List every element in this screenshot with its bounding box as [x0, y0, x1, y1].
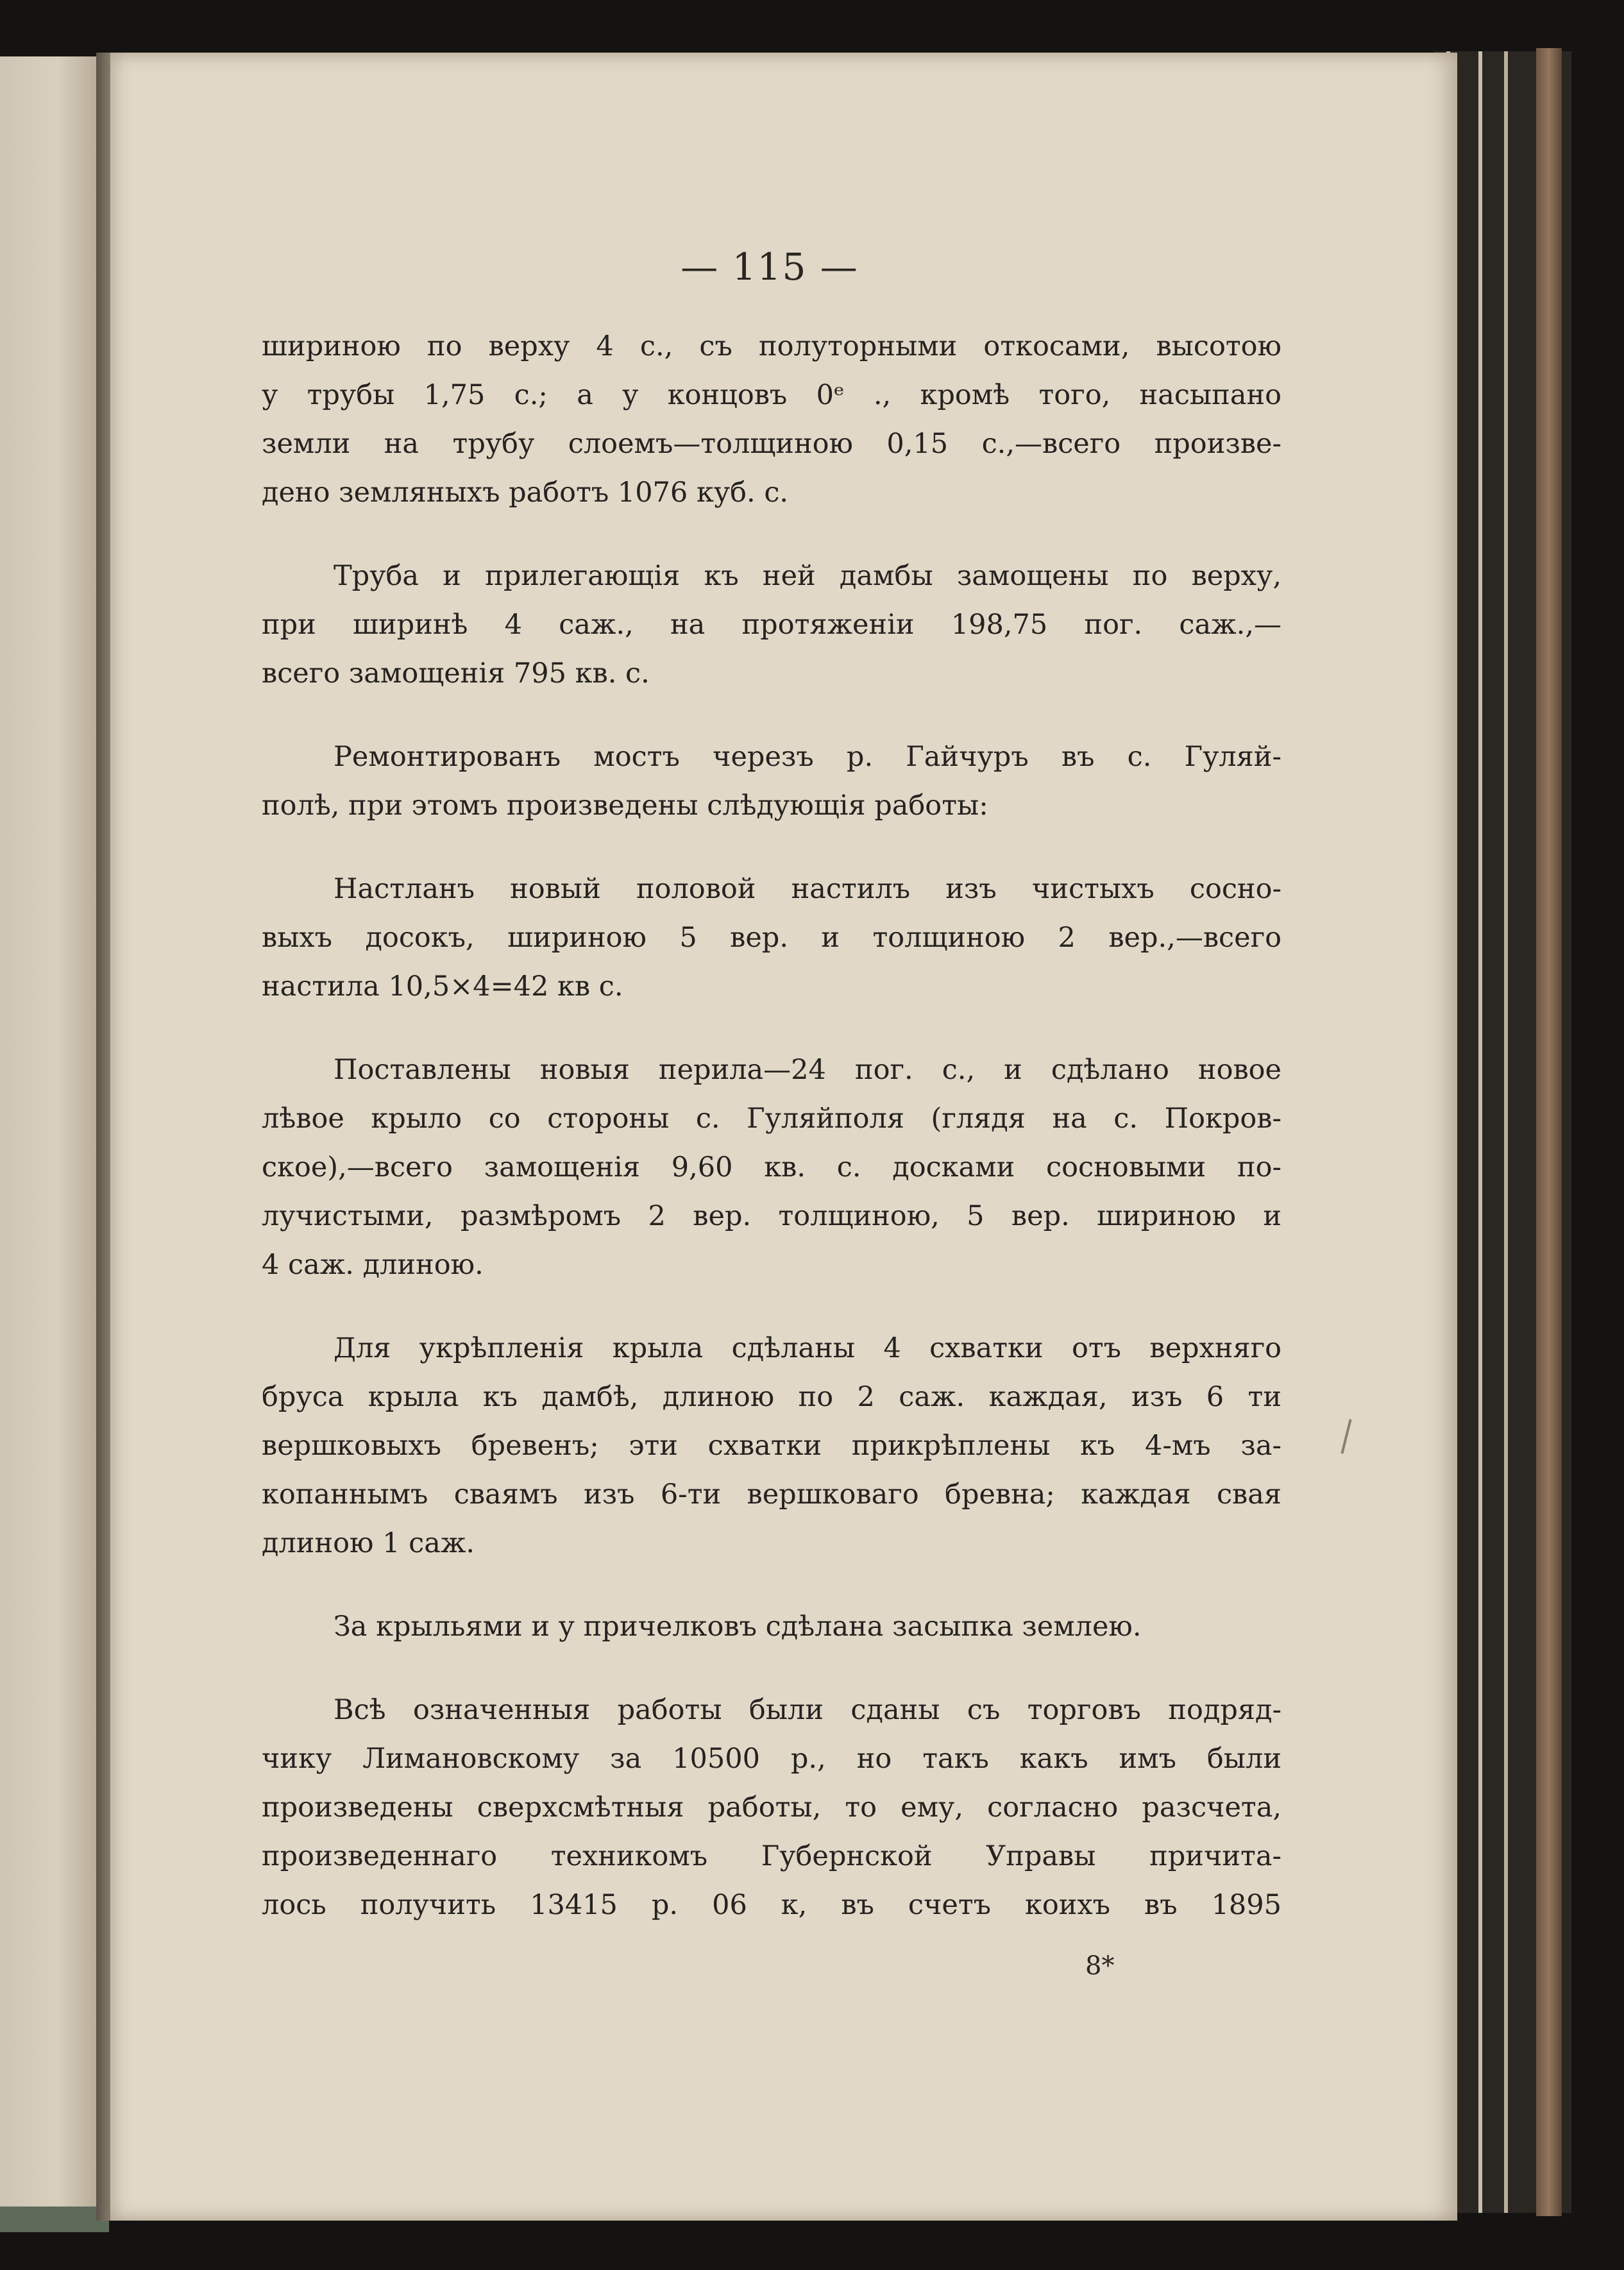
printer-signature-mark: 8*: [1085, 1951, 1115, 1981]
text-line: произведены сверхсмѣтныя работы, то ему, согласно разсчета,: [262, 1791, 1281, 1824]
text-line: 4 саж. длиною.: [262, 1249, 484, 1281]
paragraph: [262, 1602, 1281, 1651]
text-line: произведеннаго техникомъ Губернской Управы причита-: [262, 1840, 1281, 1872]
page-edge-line: [1504, 51, 1508, 2213]
left-page-edge: [0, 56, 99, 2214]
text-line: полѣ, при этомъ произведены слѣдующія работы:: [262, 790, 988, 822]
text-line: лѣвое крыло со стороны с. Гуляйполя (глядя на с. Покров-: [262, 1103, 1281, 1135]
text-line: лучистыми, размѣромъ 2 вер. толщиною, 5 вер. шириною и: [262, 1200, 1281, 1232]
paragraph: [262, 733, 1281, 830]
left-page-bottom-edge: [0, 2206, 109, 2232]
text-line: дено земляныхъ работъ 1076 куб. с.: [262, 477, 789, 509]
paragraph: [262, 1046, 1281, 1289]
page-edge-line: [1478, 51, 1482, 2213]
text-line: Всѣ означенныя работы были сданы съ торговъ подряд-: [334, 1694, 1281, 1726]
text-line: Для укрѣпленія крыла сдѣланы 4 схватки отъ верхняго: [334, 1332, 1281, 1364]
page-number: — 115 —: [681, 245, 859, 289]
text-line: настила 10,5×4=42 кв с.: [262, 970, 623, 1003]
text-line: Ремонтированъ мостъ черезъ р. Гайчуръ въ с. Гуляй-: [334, 741, 1281, 773]
text-line: Труба и прилегающія къ ней дамбы замощены по верху,: [334, 560, 1281, 592]
text-line: лось получить 13415 р. 06 к, въ счетъ коихъ въ 1895: [262, 1889, 1281, 1921]
text-line: Настланъ новый половой настилъ изъ чистыхъ соcно-: [334, 873, 1281, 905]
text-line: выхъ досокъ, шириною 5 вер. и толщиною 2 вер.,—всего: [262, 922, 1281, 954]
text-line: бруса крыла къ дамбѣ, длиною по 2 саж. каждая, изъ 6 ти: [262, 1381, 1281, 1413]
pencil-margin-mark: [1341, 1419, 1351, 1453]
text-line: копаннымъ сваямъ изъ 6-ти вершковаго бревна; каждая свая: [262, 1478, 1281, 1511]
paragraph: [262, 865, 1281, 1011]
text-line: шириною по верху 4 с., съ полуторными откосами, высотою: [262, 330, 1281, 362]
paragraph: [262, 1324, 1281, 1568]
text-line: ское),—всего замощенія 9,60 кв. с. досками сосновыми по-: [262, 1151, 1281, 1183]
paragraph: [262, 322, 1281, 517]
book-cover-edge: [1536, 48, 1562, 2216]
text-line: длиною 1 саж.: [262, 1527, 475, 1559]
text-line: при ширинѣ 4 саж., на протяженіи 198,75 пог. саж.,—: [262, 609, 1281, 641]
text-line: чику Лимановскому за 10500 р., но такъ какъ имъ были: [262, 1743, 1281, 1775]
text-line: всего замощенія 795 кв. с.: [262, 657, 650, 690]
text-line: вершковыхъ бревенъ; эти схватки прикрѣплены къ 4-мъ за-: [262, 1430, 1281, 1462]
text-line: За крыльями и у причелковъ сдѣлана засыпка землею.: [334, 1611, 1142, 1643]
text-line: земли на трубу слоемъ—толщиною 0,15 с.,—всего произве-: [262, 428, 1281, 460]
text-line: Поставлены новыя перила—24 пог. с., и сдѣлано новое: [334, 1054, 1281, 1086]
text-line: у трубы 1,75 с.; а у концовъ 0ᵉ ., кромѣ того, насыпано: [262, 379, 1281, 411]
paragraph: [262, 1686, 1281, 1929]
text-block: [262, 322, 1281, 1964]
paragraph: [262, 552, 1281, 698]
book-page: [110, 53, 1457, 2221]
